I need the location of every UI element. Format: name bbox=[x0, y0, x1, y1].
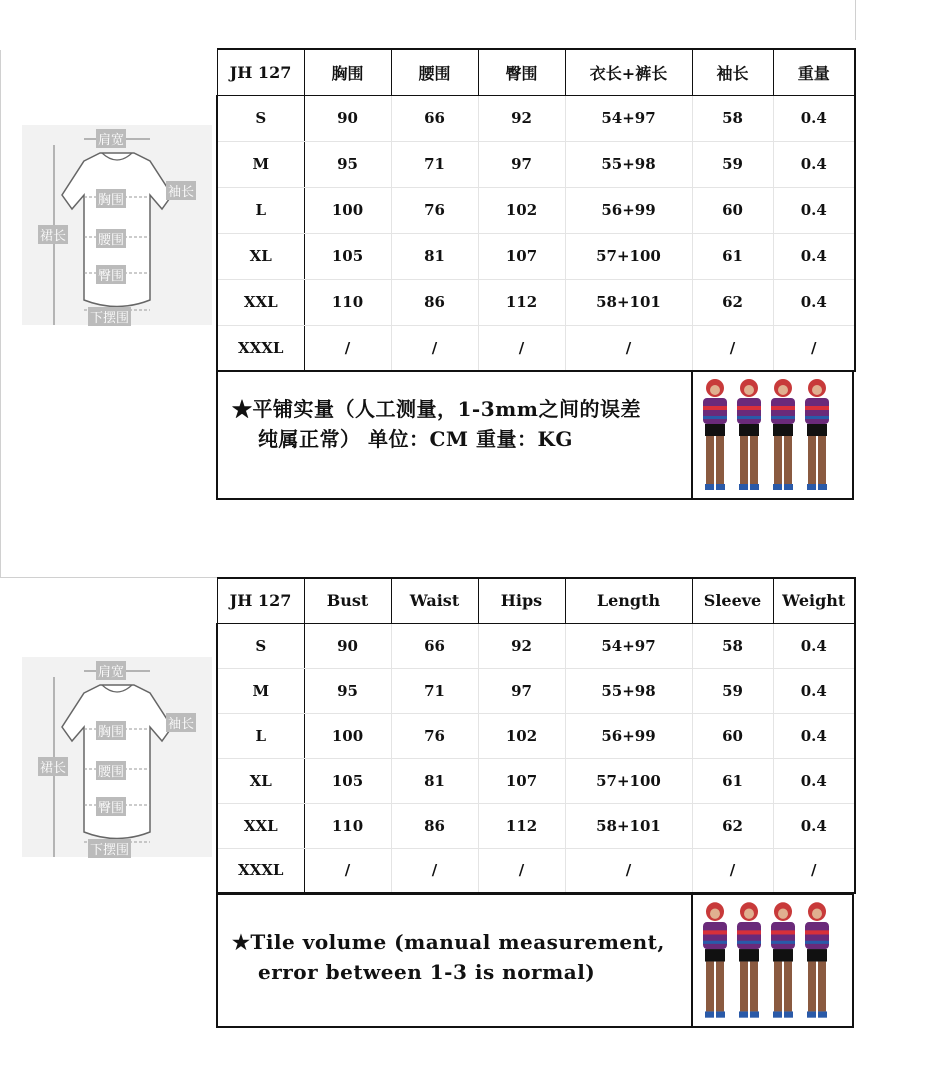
table-cell: M bbox=[217, 668, 304, 713]
table-cell: 100 bbox=[304, 713, 391, 758]
table-cell: XXXL bbox=[217, 848, 304, 893]
hips-label: 臀围 bbox=[96, 797, 126, 816]
bust-label: 胸围 bbox=[96, 189, 126, 208]
header-cell: 袖长 bbox=[692, 49, 773, 95]
header-cell: 胸围 bbox=[304, 49, 391, 95]
header-cell: 衣长+裤长 bbox=[565, 49, 692, 95]
table-cell: 0.4 bbox=[773, 187, 855, 233]
table-cell: / bbox=[304, 325, 391, 371]
table-cell: 59 bbox=[692, 141, 773, 187]
sleeve-label: 袖长 bbox=[166, 713, 196, 732]
table-header-row bbox=[217, 578, 855, 623]
measurement-note-box bbox=[216, 370, 854, 500]
table-cell: / bbox=[692, 848, 773, 893]
measurement-note bbox=[232, 394, 692, 454]
table-cell: 102 bbox=[478, 713, 565, 758]
header-cell: JH 127 bbox=[217, 49, 304, 95]
table-cell: 81 bbox=[391, 233, 478, 279]
table-cell: 57+100 bbox=[565, 233, 692, 279]
table-cell: 55+98 bbox=[565, 668, 692, 713]
hem-label: 下摆围 bbox=[88, 307, 131, 326]
table-cell: 54+97 bbox=[565, 623, 692, 668]
shoulder-label: 肩宽 bbox=[96, 661, 126, 680]
model-photo-figures bbox=[693, 895, 852, 1026]
table-cell: 97 bbox=[478, 668, 565, 713]
table-cell: 76 bbox=[391, 713, 478, 758]
garment-measurement-sketch bbox=[22, 657, 212, 857]
table-cell: 86 bbox=[391, 803, 478, 848]
table-cell: 105 bbox=[304, 758, 391, 803]
table-cell: 0.4 bbox=[773, 623, 855, 668]
table-cell: 107 bbox=[478, 233, 565, 279]
header-cell: Length bbox=[565, 578, 692, 623]
table-cell: 102 bbox=[478, 187, 565, 233]
waist-label: 腰围 bbox=[96, 229, 126, 248]
header-cell: Bust bbox=[304, 578, 391, 623]
table-row bbox=[217, 848, 855, 893]
divider-line bbox=[0, 577, 230, 578]
table-cell: 55+98 bbox=[565, 141, 692, 187]
shoulder-label: 肩宽 bbox=[96, 129, 126, 148]
table-cell: 0.4 bbox=[773, 713, 855, 758]
table-cell: / bbox=[391, 848, 478, 893]
table-cell: 0.4 bbox=[773, 758, 855, 803]
table-cell: 0.4 bbox=[773, 803, 855, 848]
header-cell: Weight bbox=[773, 578, 855, 623]
table-row bbox=[217, 713, 855, 758]
note-line-1: ★Tile volume (manual measurement, bbox=[232, 930, 665, 954]
table-row bbox=[217, 325, 855, 371]
table-cell: 59 bbox=[692, 668, 773, 713]
table-cell: / bbox=[391, 325, 478, 371]
model-photo bbox=[691, 895, 852, 1026]
table-cell: 54+97 bbox=[565, 95, 692, 141]
header-cell: 腰围 bbox=[391, 49, 478, 95]
table-cell: 95 bbox=[304, 668, 391, 713]
table-cell: 58 bbox=[692, 623, 773, 668]
table-cell: M bbox=[217, 141, 304, 187]
table-cell: / bbox=[773, 848, 855, 893]
table-cell: 62 bbox=[692, 279, 773, 325]
note-line-2: 纯属正常） 单位：CM 重量：KG bbox=[258, 427, 573, 451]
table-cell: 58+101 bbox=[565, 279, 692, 325]
header-cell: JH 127 bbox=[217, 578, 304, 623]
sleeve-label: 袖长 bbox=[166, 181, 196, 200]
table-header-row bbox=[217, 49, 855, 95]
header-cell: Sleeve bbox=[692, 578, 773, 623]
model-photo bbox=[691, 372, 852, 498]
table-cell: L bbox=[217, 187, 304, 233]
table-cell: 81 bbox=[391, 758, 478, 803]
table-cell: / bbox=[304, 848, 391, 893]
table-cell: XL bbox=[217, 233, 304, 279]
table-cell: 105 bbox=[304, 233, 391, 279]
table-cell: 61 bbox=[692, 233, 773, 279]
table-cell: 58 bbox=[692, 95, 773, 141]
table-cell: 57+100 bbox=[565, 758, 692, 803]
table-cell: 92 bbox=[478, 623, 565, 668]
left-edge-line bbox=[0, 50, 1, 577]
garment-measurement-sketch bbox=[22, 125, 212, 325]
table-cell: 66 bbox=[391, 95, 478, 141]
table-cell: 66 bbox=[391, 623, 478, 668]
size-table-chinese bbox=[216, 48, 856, 372]
table-cell: 62 bbox=[692, 803, 773, 848]
table-cell: 71 bbox=[391, 141, 478, 187]
table-cell: 90 bbox=[304, 623, 391, 668]
header-cell: Waist bbox=[391, 578, 478, 623]
length-label: 裙长 bbox=[38, 225, 68, 244]
table-row bbox=[217, 141, 855, 187]
table-cell: XXL bbox=[217, 279, 304, 325]
table-row bbox=[217, 187, 855, 233]
table-cell: 0.4 bbox=[773, 668, 855, 713]
table-cell: / bbox=[773, 325, 855, 371]
hips-label: 臀围 bbox=[96, 265, 126, 284]
waist-label: 腰围 bbox=[96, 761, 126, 780]
table-cell: 110 bbox=[304, 279, 391, 325]
table-cell: 58+101 bbox=[565, 803, 692, 848]
table-cell: 0.4 bbox=[773, 279, 855, 325]
table-cell: 60 bbox=[692, 713, 773, 758]
table-row bbox=[217, 758, 855, 803]
table-cell: 56+99 bbox=[565, 187, 692, 233]
table-row bbox=[217, 279, 855, 325]
table-cell: 0.4 bbox=[773, 141, 855, 187]
table-cell: 100 bbox=[304, 187, 391, 233]
table-cell: 71 bbox=[391, 668, 478, 713]
table-cell: 0.4 bbox=[773, 95, 855, 141]
table-cell: / bbox=[692, 325, 773, 371]
note-line-2: error between 1-3 is normal) bbox=[258, 960, 596, 984]
top-edge-line bbox=[855, 0, 856, 40]
table-cell: 112 bbox=[478, 803, 565, 848]
header-cell: Hips bbox=[478, 578, 565, 623]
hem-label: 下摆围 bbox=[88, 839, 131, 858]
table-cell: 97 bbox=[478, 141, 565, 187]
note-line-1: ★平铺实量（人工测量，1-3mm之间的误差 bbox=[232, 397, 641, 421]
table-cell: S bbox=[217, 623, 304, 668]
size-table-english bbox=[216, 577, 856, 894]
table-cell: 95 bbox=[304, 141, 391, 187]
table-cell: 76 bbox=[391, 187, 478, 233]
table-row bbox=[217, 668, 855, 713]
table-cell: XL bbox=[217, 758, 304, 803]
table-cell: XXL bbox=[217, 803, 304, 848]
table-cell: S bbox=[217, 95, 304, 141]
model-photo-figures bbox=[693, 372, 852, 498]
table-cell: 61 bbox=[692, 758, 773, 803]
measurement-note bbox=[232, 927, 692, 987]
header-cell: 臀围 bbox=[478, 49, 565, 95]
measurement-note-box bbox=[216, 893, 854, 1028]
bust-label: 胸围 bbox=[96, 721, 126, 740]
table-cell: 60 bbox=[692, 187, 773, 233]
table-cell: XXXL bbox=[217, 325, 304, 371]
table-row bbox=[217, 233, 855, 279]
table-cell: / bbox=[478, 848, 565, 893]
table-row bbox=[217, 623, 855, 668]
table-cell: 56+99 bbox=[565, 713, 692, 758]
table-cell: 110 bbox=[304, 803, 391, 848]
table-cell: 92 bbox=[478, 95, 565, 141]
table-row bbox=[217, 803, 855, 848]
table-row bbox=[217, 95, 855, 141]
table-cell: / bbox=[565, 325, 692, 371]
table-cell: 86 bbox=[391, 279, 478, 325]
table-cell: 107 bbox=[478, 758, 565, 803]
table-cell: / bbox=[565, 848, 692, 893]
length-label: 裙长 bbox=[38, 757, 68, 776]
table-cell: L bbox=[217, 713, 304, 758]
table-cell: 90 bbox=[304, 95, 391, 141]
table-cell: / bbox=[478, 325, 565, 371]
header-cell: 重量 bbox=[773, 49, 855, 95]
table-cell: 0.4 bbox=[773, 233, 855, 279]
table-cell: 112 bbox=[478, 279, 565, 325]
